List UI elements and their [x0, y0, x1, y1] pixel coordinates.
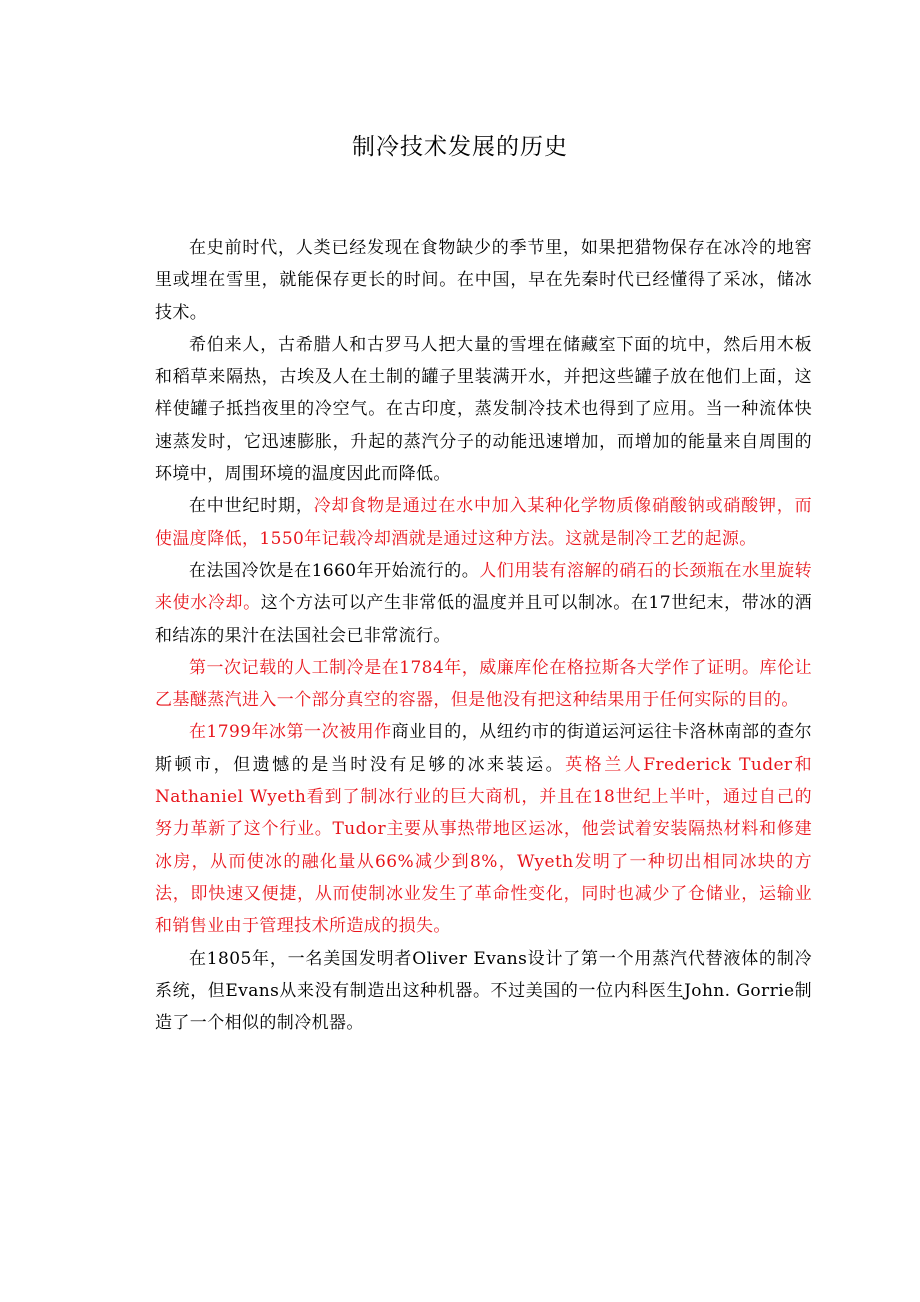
paragraph-text: 在中世纪时期，	[189, 496, 314, 517]
paragraph-1	[155, 232, 812, 329]
paragraph-4	[155, 555, 812, 652]
highlighted-text: 人们用装有溶解的硝石的长颈瓶在水里旋转来使水冷却。	[155, 560, 812, 614]
highlighted-text: 英格兰人Frederick Tuder和Nathaniel Wyeth看到了制冰行业的巨大商机，并且在18世纪上半叶，通过自己的努力革新了这个行业。Tudor主要从事热带地区运冰，他尝试着安装隔热材料和修建冰房，从而使冰的融化量从66%减少到8%，Wyeth发明了一种切出相同冰块的方法，即快速又便捷，从而使制冰业发生了革命性变化，同时也减少了仓储业，运输业和销售业由于管理技术所造成的损失。	[155, 754, 812, 937]
document-body	[155, 232, 812, 1039]
paragraph-text: 商业目的，从纽约市的街道运河运往卡洛林南部的查尔斯顿市，但遗憾的是当时没有足够的冰来装运。	[155, 722, 812, 775]
paragraph-6	[155, 716, 812, 942]
paragraph-3	[155, 490, 812, 555]
paragraph-2	[155, 329, 812, 490]
highlighted-text: 冷却食物是通过在水中加入某种化学物质像硝酸钠或硝酸钾，而使温度降低，1550年记载冷却酒就是通过这种方法。这就是制冷工艺的起源。	[155, 496, 812, 549]
paragraph-text: 希伯来人，古希腊人和古罗马人把大量的雪埋在储藏室下面的坑中，然后用木板和稻草来隔热，古埃及人在土制的罐子里装满开水，并把这些罐子放在他们上面，这样使罐子抵挡夜里的冷空气。在古印度，蒸发制冷技术也得到了应用。当一种流体快速蒸发时，它迅速膨胀，升起的蒸汽分子的动能迅速增加，而增加的能量来自周围的环境中，周围环境的温度因此而降低。	[155, 334, 812, 485]
paragraph-text: 在法国冷饮是在1660年开始流行的。	[189, 560, 480, 581]
highlighted-text: 在1799年冰第一次被用作	[189, 722, 392, 743]
paragraph-7	[155, 943, 812, 1040]
paragraph-5	[155, 652, 812, 717]
paragraph-text: 在1805年，一名美国发明者Oliver Evans设计了第一个用蒸汽代替液体的制冷系统，但Evans从来没有制造出这种机器。不过美国的一位内科医生John. Gorrie制造了一个相似的制冷机器。	[155, 948, 812, 1034]
document-title: 制冷技术发展的历史	[352, 134, 568, 160]
paragraph-text: 这个方法可以产生非常低的温度并且可以制冰。在17世纪末，带冰的酒和结冻的果汁在法国社会已非常流行。	[155, 593, 812, 646]
paragraph-text: 在史前时代，人类已经发现在食物缺少的季节里，如果把猎物保存在冰冷的地窖里或埋在雪里，就能保存更长的时间。在中国，早在先秦时代已经懂得了采冰，储冰技术。	[155, 238, 812, 323]
highlighted-text: 第一次记载的人工制冷是在1784年，威廉库伦在格拉斯各大学作了证明。库伦让乙基醚蒸汽进入一个部分真空的容器，但是他没有把这种结果用于任何实际的目的。	[155, 657, 812, 711]
